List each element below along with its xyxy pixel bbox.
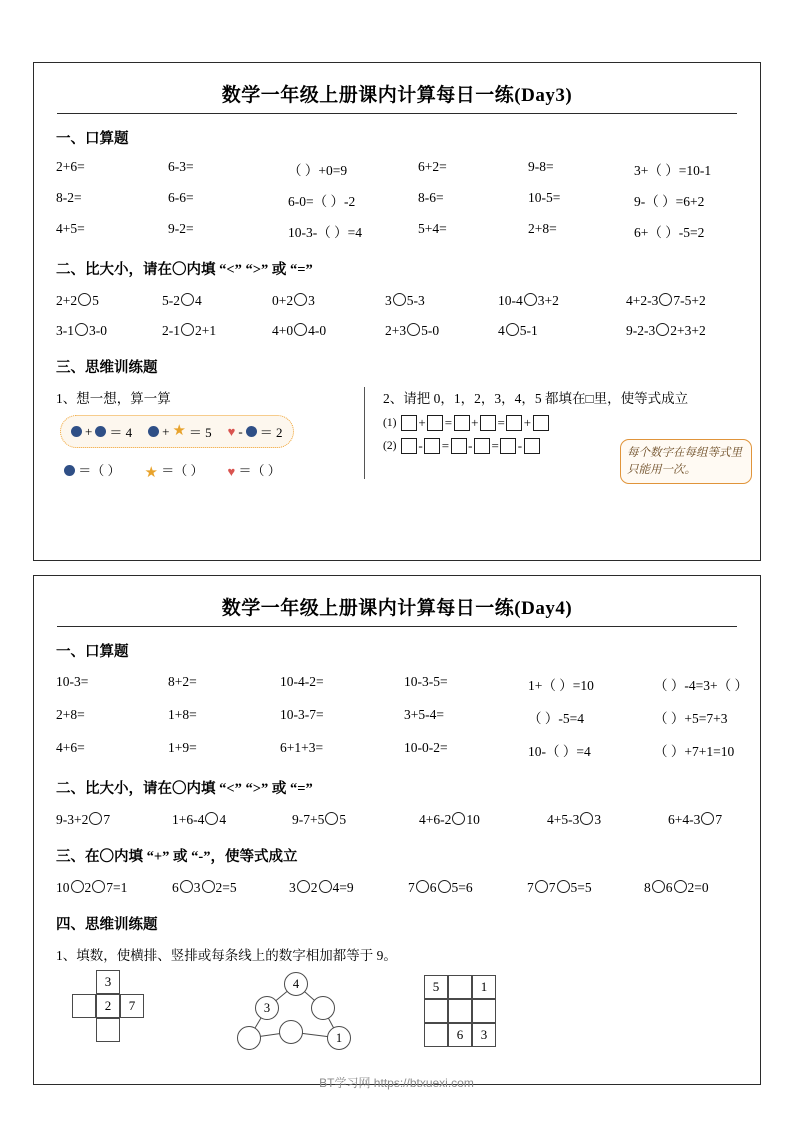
day3-thinking-area xyxy=(34,387,760,479)
problem: （ ）-4=3+（ ） xyxy=(654,678,748,693)
fill-box[interactable] xyxy=(424,438,440,454)
day4-oral-row xyxy=(56,707,760,727)
blue-dot-icon xyxy=(64,465,75,476)
circle-blank[interactable] xyxy=(294,323,307,336)
problem: 9-（ ）=6+2 xyxy=(634,194,705,209)
problem: 8-6= xyxy=(418,190,444,205)
shape-equation: + ★ ＝ 5 xyxy=(148,422,212,441)
compare-item: 4+5-3 3 xyxy=(547,812,602,827)
day4-signfill-row xyxy=(56,880,760,896)
problem: 6-3= xyxy=(168,159,194,174)
shape-equations-pill xyxy=(60,415,294,448)
problem: 10-3= xyxy=(56,674,89,689)
problem: 9-8= xyxy=(528,159,554,174)
day4-q1-label: 1、填数，使横排、竖排或每条线上的数字相加都等于 9。 xyxy=(56,948,397,963)
compare-item: 3 5-3 xyxy=(385,293,425,308)
circle-blank[interactable] xyxy=(701,812,714,825)
circle-blank[interactable] xyxy=(71,880,84,893)
compare-item: 9-7+5 5 xyxy=(292,812,347,827)
circle-blank[interactable] xyxy=(557,880,570,893)
problem: 10-5= xyxy=(528,190,561,205)
circle-blank[interactable] xyxy=(452,812,465,825)
problem: 3+5-4= xyxy=(404,707,444,722)
cross-cell-mid[interactable]: 2 xyxy=(96,994,120,1018)
compare-item: 5-2 4 xyxy=(162,293,202,308)
grid-cell-r1c3[interactable]: 1 xyxy=(472,975,496,999)
problem: 10-0-2= xyxy=(404,740,448,755)
problem: 6-6= xyxy=(168,190,194,205)
problem: 1+9= xyxy=(168,740,197,755)
signfill-item: 7 6 5=6 xyxy=(408,880,473,895)
circle-blank[interactable] xyxy=(407,323,420,336)
circle-blank[interactable] xyxy=(180,880,193,893)
problem: 10-（ ）=4 xyxy=(528,744,591,759)
day4-oral-row xyxy=(56,674,760,694)
cross-cell-right[interactable]: 7 xyxy=(120,994,144,1018)
grid-cell-r3c3[interactable]: 3 xyxy=(472,1023,496,1047)
day3-thinking-left xyxy=(34,387,364,479)
circle-blank[interactable] xyxy=(181,323,194,336)
circle-blank[interactable] xyxy=(659,293,672,306)
problem: （ ）+5=7+3 xyxy=(654,711,728,726)
tri-circle-upper-right[interactable] xyxy=(311,996,335,1020)
compare-item: 3-1 3-0 xyxy=(56,323,107,338)
day3-oral-row xyxy=(56,159,760,179)
fill-box[interactable] xyxy=(474,438,490,454)
tri-circle-center[interactable] xyxy=(279,1020,303,1044)
day3-oral-row xyxy=(56,190,760,210)
problem: 6+2= xyxy=(418,159,447,174)
day4-figures xyxy=(34,970,760,1075)
signfill-item: 7 7 5=5 xyxy=(527,880,592,895)
problem: 6+（ ）-5=2 xyxy=(634,225,705,240)
day4-title: 数学一年级上册课内计算每日一练(Day4) xyxy=(221,598,573,619)
compare-item: 9-2-3 2+3+2 xyxy=(626,323,706,338)
cross-cell-bottom[interactable] xyxy=(96,1018,120,1042)
compare-item: 4+0 4-0 xyxy=(272,323,327,338)
day4-section4-heading: 四、思维训练题 xyxy=(56,917,158,933)
compare-item: 4 5-1 xyxy=(498,323,538,338)
circle-blank[interactable] xyxy=(416,880,429,893)
day3-title-rule xyxy=(57,113,737,114)
circle-blank[interactable] xyxy=(294,293,307,306)
tri-circle-upper-left[interactable]: 3 xyxy=(255,996,279,1020)
problem: 9-2= xyxy=(168,221,194,236)
grid-cell-r2c2[interactable] xyxy=(448,999,472,1023)
fill-box[interactable] xyxy=(524,438,540,454)
circle-blank[interactable] xyxy=(393,293,406,306)
compare-item: 2-1 2+1 xyxy=(162,323,217,338)
fill-box[interactable] xyxy=(480,415,496,431)
shape-equation: + ＝ 4 xyxy=(71,422,132,441)
problem: 1+8= xyxy=(168,707,197,722)
fill-box[interactable] xyxy=(451,438,467,454)
worksheet-day4 xyxy=(33,575,761,1085)
day3-section2-heading: 二、比大小，请在〇内填 “<” “>” 或 “=” xyxy=(56,262,313,278)
circle-blank[interactable] xyxy=(202,880,215,893)
day4-title-rule xyxy=(57,626,737,627)
grid-cell-r1c1[interactable]: 5 xyxy=(424,975,448,999)
grid-cell-r1c2[interactable] xyxy=(448,975,472,999)
day3-compare-row xyxy=(56,323,760,339)
compare-item: 1+6-4 4 xyxy=(172,812,227,827)
day4-section1-heading: 一、口算题 xyxy=(56,644,129,660)
fill-box[interactable] xyxy=(454,415,470,431)
compare-item: 4+2-3 7-5+2 xyxy=(626,293,706,308)
problem: 8-2= xyxy=(56,190,82,205)
problem: 10-3-7= xyxy=(280,707,324,722)
circle-blank[interactable] xyxy=(524,293,537,306)
compare-item: 10-4 3+2 xyxy=(498,293,559,308)
circle-blank[interactable] xyxy=(506,323,519,336)
problem: 4+6= xyxy=(56,740,85,755)
day3-q2-label: 2、请把 0，1，2，3，4，5 都填在□里，使等式成立 xyxy=(383,391,689,406)
circle-blank[interactable] xyxy=(674,880,687,893)
triangle-figure xyxy=(229,970,379,1070)
circle-blank[interactable] xyxy=(652,880,665,893)
fill-box[interactable] xyxy=(401,438,417,454)
problem: 10-3-（ ）=4 xyxy=(288,225,362,240)
problem: 6-0=（ ）-2 xyxy=(288,194,356,209)
problem: （ ）+7+1=10 xyxy=(654,744,735,759)
circle-blank[interactable] xyxy=(535,880,548,893)
footer-watermark: BT学习网 https://btxuexi.com xyxy=(319,1076,474,1090)
compare-item: 2+3 5-0 xyxy=(385,323,440,338)
fill-box[interactable] xyxy=(533,415,549,431)
fill-box[interactable] xyxy=(506,415,522,431)
day3-oral-row xyxy=(56,221,760,241)
signfill-item: 3 2 4=9 xyxy=(289,880,354,895)
problem: 2+6= xyxy=(56,159,85,174)
compare-item: 4+6-2 10 xyxy=(419,812,480,827)
day3-thinking-right xyxy=(364,387,760,479)
fill-box[interactable] xyxy=(500,438,516,454)
day4-section3-heading: 三、在〇内填 “+” 或 “-”，使等式成立 xyxy=(56,849,298,865)
blue-dot-icon xyxy=(71,426,82,437)
circle-blank[interactable] xyxy=(319,880,332,893)
circle-blank[interactable] xyxy=(438,880,451,893)
circle-blank[interactable] xyxy=(75,323,88,336)
compare-item: 6+4-3 7 xyxy=(668,812,723,827)
day4-oral-row xyxy=(56,740,760,760)
shape-legend xyxy=(64,460,364,479)
problem: 5+4= xyxy=(418,221,447,236)
shape-equation: ♥ - ＝ 2 xyxy=(227,423,283,440)
circle-blank[interactable] xyxy=(181,293,194,306)
compare-item: 0+2 3 xyxy=(272,293,315,308)
problem: 1+（ ）=10 xyxy=(528,678,594,693)
cross-cell-left[interactable] xyxy=(72,994,96,1018)
tri-circle-top[interactable]: 4 xyxy=(284,972,308,996)
day4-section2-heading: 二、比大小，请在〇内填 “<” “>” 或 “=” xyxy=(56,781,313,797)
problem: 8+2= xyxy=(168,674,197,689)
red-heart-icon: ♥ xyxy=(227,464,236,479)
day4-compare-row xyxy=(56,812,760,828)
blue-dot-icon xyxy=(148,426,159,437)
legend-star: ★ ＝（ ） xyxy=(144,463,204,481)
circle-blank[interactable] xyxy=(297,880,310,893)
hint-note: 每个数字在每组等式里只能用一次。 xyxy=(620,439,752,484)
yellow-star-icon: ★ xyxy=(144,465,158,481)
red-heart-icon: ♥ xyxy=(227,424,236,439)
blue-dot-icon xyxy=(246,426,257,437)
problem: （ ）-5=4 xyxy=(528,711,584,726)
worksheet-day3 xyxy=(33,62,761,561)
problem: 2+8= xyxy=(528,221,557,236)
fill-box[interactable] xyxy=(401,415,417,431)
day3-section3-heading: 三、思维训练题 xyxy=(56,360,158,376)
problem: 10-4-2= xyxy=(280,674,324,689)
fill-box[interactable] xyxy=(427,415,443,431)
problem: 2+8= xyxy=(56,707,85,722)
circle-blank[interactable] xyxy=(580,812,593,825)
day3-compare-row xyxy=(56,293,760,309)
signfill-item: 6 3 2=5 xyxy=(172,880,237,895)
legend-dot: ＝（ ） xyxy=(64,460,121,479)
problem: （ ）+0=9 xyxy=(288,163,348,178)
signfill-item: 10 2 7=1 xyxy=(56,880,128,895)
compare-item: 2+2 5 xyxy=(56,293,99,308)
grid-cell-r3c1[interactable] xyxy=(424,1023,448,1047)
signfill-item: 8 6 2=0 xyxy=(644,880,709,895)
day3-section1-heading: 一、口算题 xyxy=(56,131,129,147)
compare-item: 9-3+2 7 xyxy=(56,812,111,827)
circle-blank[interactable] xyxy=(78,293,91,306)
blue-dot-icon xyxy=(95,426,106,437)
tri-circle-bottom-right[interactable]: 1 xyxy=(327,1026,351,1050)
day3-title: 数学一年级上册课内计算每日一练(Day3) xyxy=(221,85,573,106)
problem: 6+1+3= xyxy=(280,740,324,755)
problem: 10-3-5= xyxy=(404,674,448,689)
day3-q2-line1: (1) + = + = + xyxy=(383,415,760,431)
tri-circle-lower-left[interactable] xyxy=(237,1026,261,1050)
circle-blank[interactable] xyxy=(325,812,338,825)
circle-blank[interactable] xyxy=(205,812,218,825)
problem: 3+（ ）=10-1 xyxy=(634,163,712,178)
grid-cell-r3c2[interactable]: 6 xyxy=(448,1023,472,1047)
legend-heart: ♥ ＝（ ） xyxy=(227,463,281,479)
day3-q1-label: 1、想一想，算一算 xyxy=(56,391,171,406)
circle-blank[interactable] xyxy=(89,812,102,825)
grid-cell-r2c3[interactable] xyxy=(472,999,496,1023)
day3-q2-line2: (2) - = - = - xyxy=(383,438,760,454)
grid-cell-r2c1[interactable] xyxy=(424,999,448,1023)
yellow-star-icon: ★ xyxy=(172,423,186,439)
circle-blank[interactable] xyxy=(656,323,669,336)
circle-blank[interactable] xyxy=(92,880,105,893)
cross-cell-top[interactable]: 3 xyxy=(96,970,120,994)
problem: 4+5= xyxy=(56,221,85,236)
